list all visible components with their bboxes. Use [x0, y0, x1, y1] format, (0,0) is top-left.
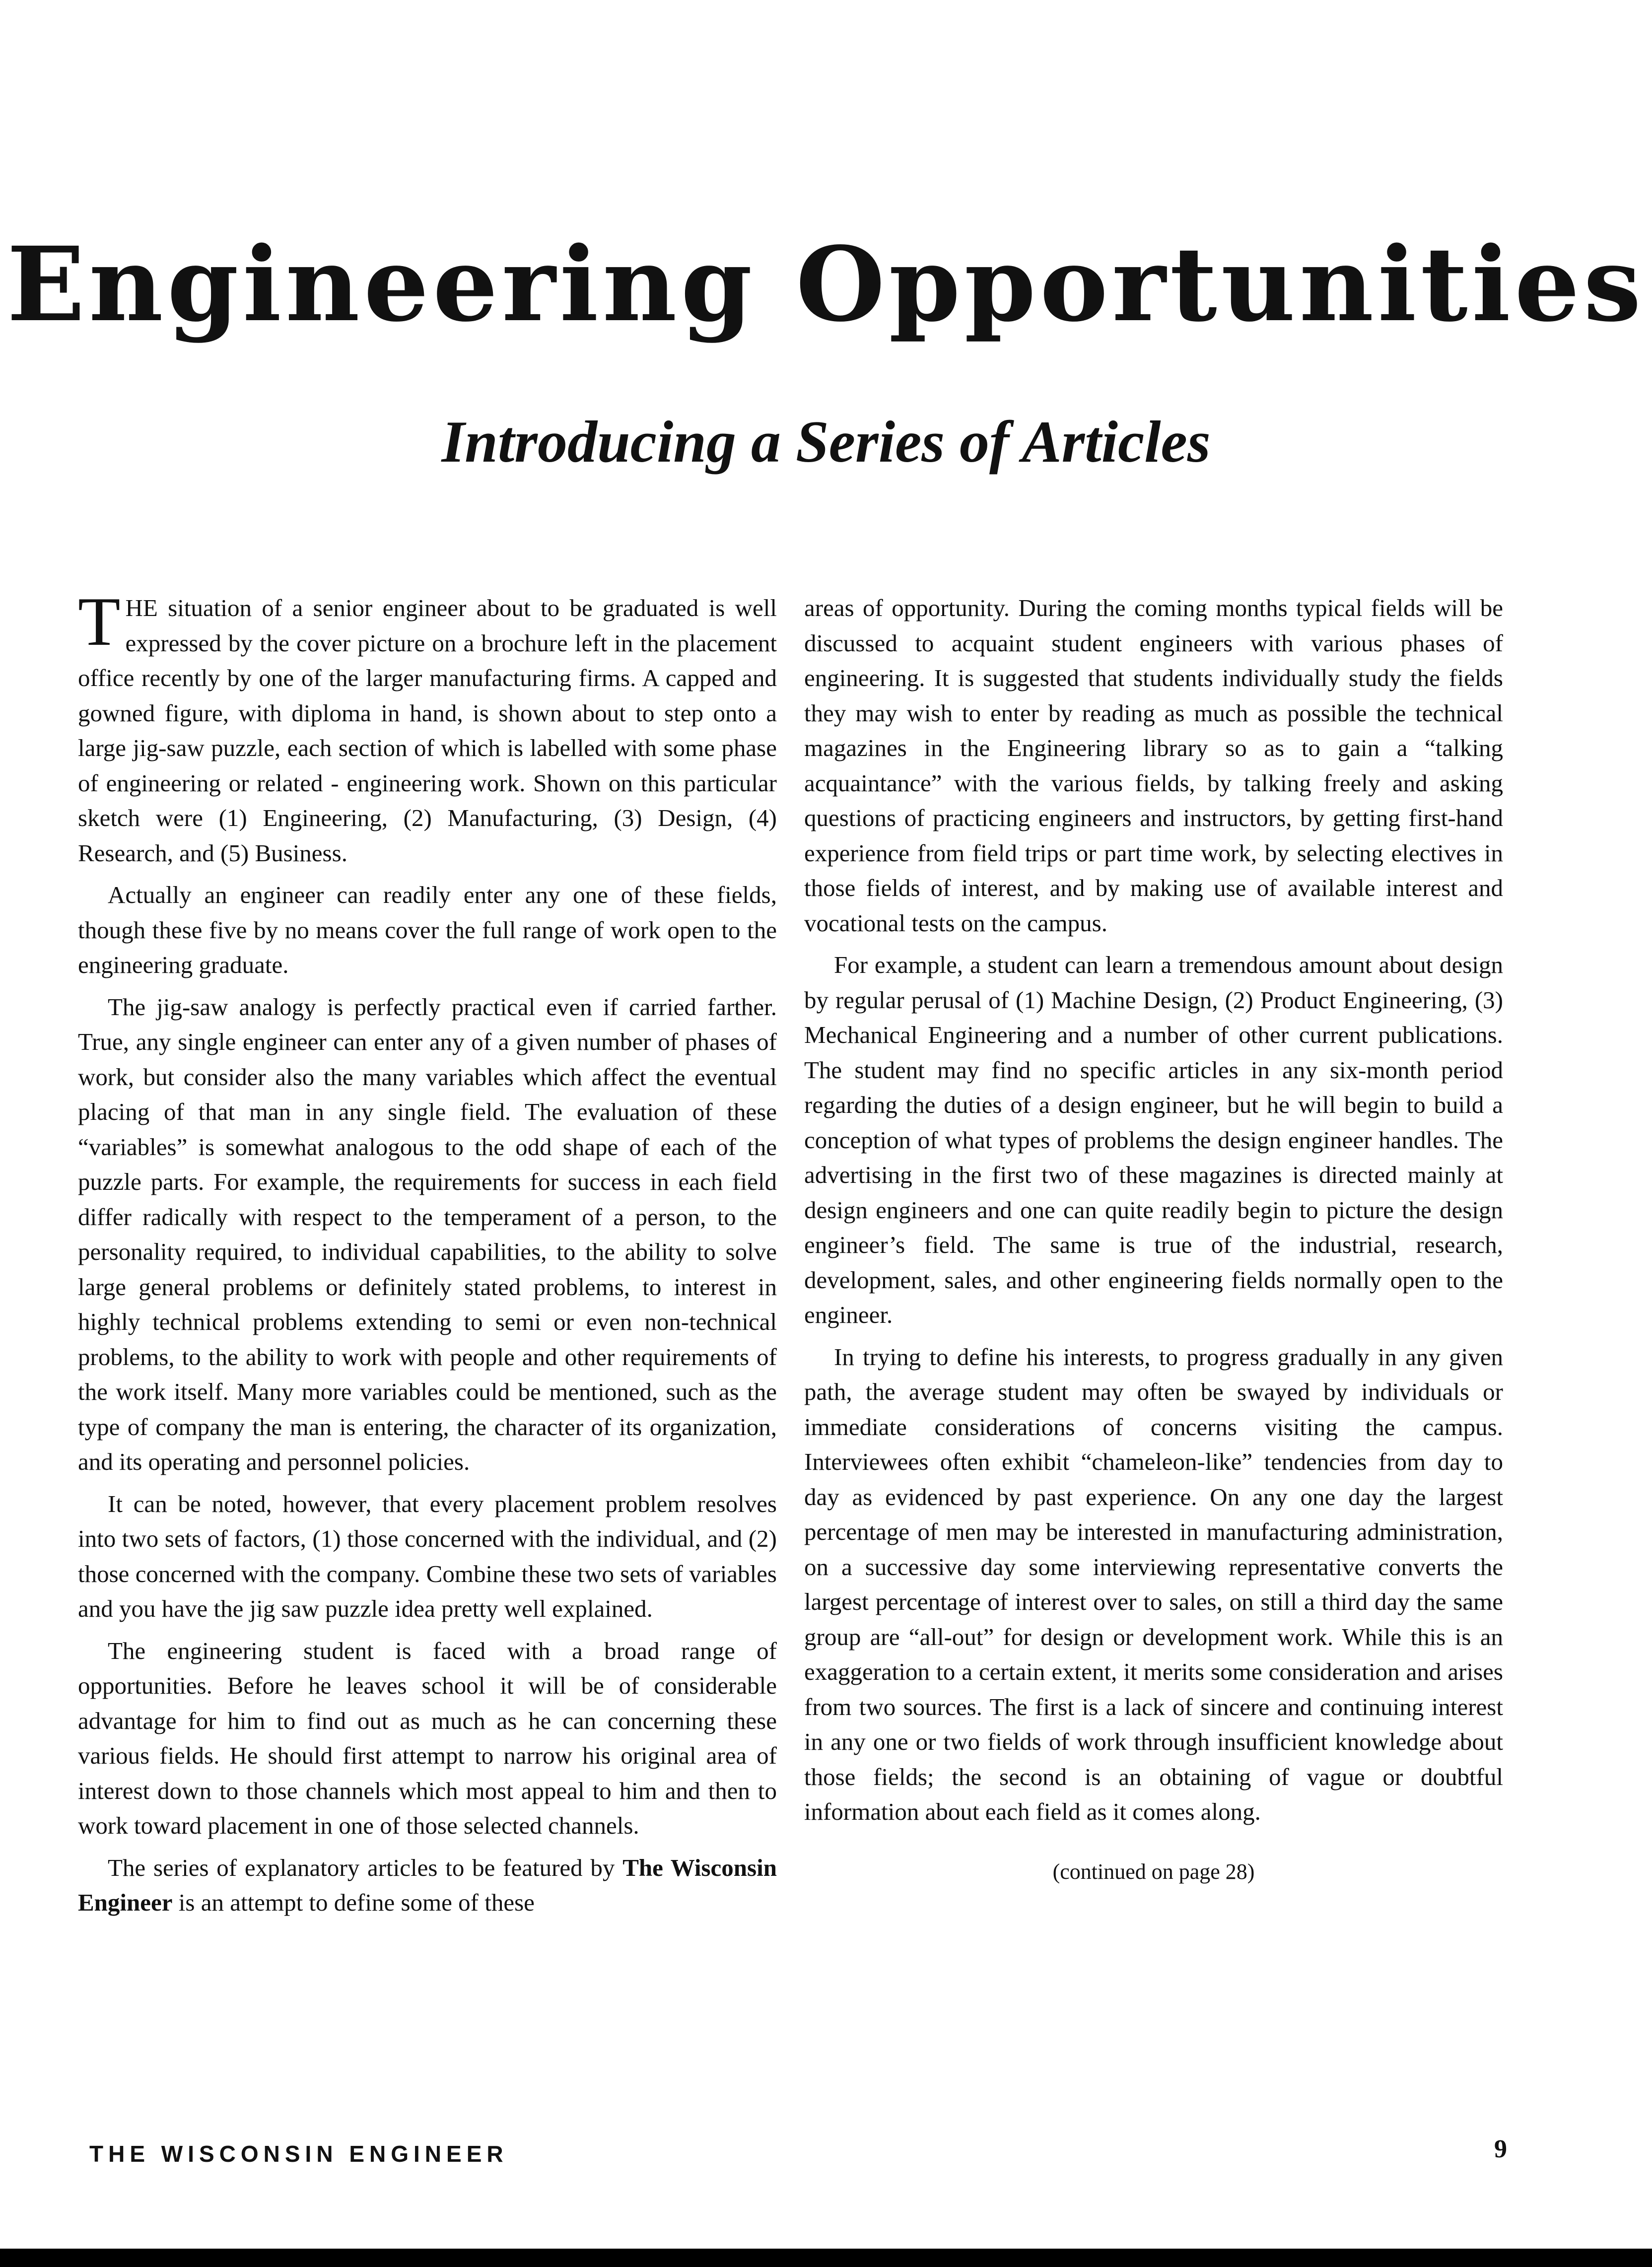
paragraph: The jig-saw analogy is perfectly practical even if carried farther. True, any single engineer can enter any of a given number of phases of work, but consider also the many variables which affect the eventual placing of that man in any single field. The evaluation of these “variables” is somewhat analogous to the odd shape of each of the puzzle parts. For example, the requirements for success in each field differ radically with respect to the temperament of a person, to the personality required, to individual capabilities, to the ability to solve large general problems or definitely stated problems, to interest in highly technical problems extending to semi or even non-technical problems, to the ability to work with people and other requirements of the work itself. Many more variables could be mentioned, such as the type of company the man is entering, the character of its organization, and its operating and personnel policies.	[78, 993, 777, 1475]
paragraph-text: The series of explanatory articles to be featured by	[108, 1854, 623, 1881]
right-column	[804, 591, 1503, 1889]
publication-name: The Wisconsin Engineer	[78, 1854, 777, 1916]
scan-border	[0, 2249, 1652, 2267]
paragraph: areas of opportunity. During the coming months typical fields will be discussed to acquaint student engineers with various phases of engineering. It is suggested that students individually study the fields they may wish to enter by reading as much as possible the technical magazines in the Engineering library so as to gain a “talking acquaintance” with the various fields, by talking freely and asking questions of practicing engineers and instructors, by getting first-hand experience from field trips or part time work, by selecting electives in those fields of interest, and by making use of available interest and vocational tests on the campus.	[804, 594, 1503, 937]
footer-publication: THE WISCONSIN ENGINEER	[89, 2141, 508, 2167]
paragraph	[78, 1851, 777, 1921]
paragraph	[78, 583, 777, 871]
page-number: 9	[1494, 2135, 1507, 2163]
continued-note: (continued on page 28)	[1052, 1859, 1255, 1884]
paragraph-text: HE situation of a senior engineer about to be graduated is well expressed by the cover picture on a brochure left in the placement office recently by one of the larger manufacturing firms. A capped and gowned figure, with diploma in hand, is shown about to step onto a large jig-saw puzzle, each section of which is labelled with some phase of engineering or related - engineering work. Shown on this particular sketch were (1) Engineering, (2) Manufacturing, (3) Design, (4) Research, and (5) Business.	[78, 594, 777, 867]
paragraph-text: is an attempt to define some of these	[172, 1889, 535, 1916]
paragraph: In trying to define his interests, to progress gradually in any given path, the average student may often be swayed by individuals or immediate considerations of concerns visiting the campus. Interviewees often exhibit “chameleon-like” tendencies from day to day as evidenced by past experience. On any one day the largest percentage of men may be interested in manufacturing administration, on a successive day some interviewing representative converts the largest percentage of interest over to sales, on still a third day the same group are “all-out” for design or development work. While this is an exaggeration to a certain extent, it merits some consideration and arises from two sources. The first is a lack of sincere and continuing interest in any one or two fields of work through insufficient knowledge about those fields; the second is an obtaining of vague or doubtful information about each field as it comes along.	[804, 1343, 1503, 1825]
article-title: Engineering Opportunities	[6, 224, 1646, 344]
article-subtitle: Introducing a Series of Articles	[441, 409, 1211, 475]
paragraph: Actually an engineer can readily enter any one of these fields, though these five by no means cover the full range of work open to the engineering graduate.	[78, 881, 777, 978]
paragraph: The engineering student is faced with a broad range of opportunities. Before he leaves school it will be of considerable advantage for him to find out as much as he can concerning these various fields. He should first attempt to narrow his original area of interest down to those channels which most appeal to him and then to work toward placement in one of those selected channels.	[78, 1637, 777, 1839]
paragraph: For example, a student can learn a tremendous amount about design by regular perusal of (1) Machine Design, (2) Product Engineering, (3) Mechanical Engineering and a number of other current publications. The student may find no specific articles in any six-month period regarding the duties of a design engineer, but he will begin to build a conception of what types of problems the design engineer handles. The advertising in the first two of these magazines is directed mainly at design engineers and one can quite readily begin to picture the design engineer’s field. The same is true of the industrial, research, development, sales, and other engineering fields normally open to the engineer.	[804, 951, 1503, 1328]
left-column	[78, 583, 777, 1921]
drop-cap: T	[78, 583, 121, 660]
paragraph: It can be noted, however, that every placement problem resolves into two sets of factors, (1) those concerned with the individual, and (2) those concerned with the company. Combine these two sets of variables and you have the jig saw puzzle idea pretty well explained.	[78, 1490, 777, 1622]
